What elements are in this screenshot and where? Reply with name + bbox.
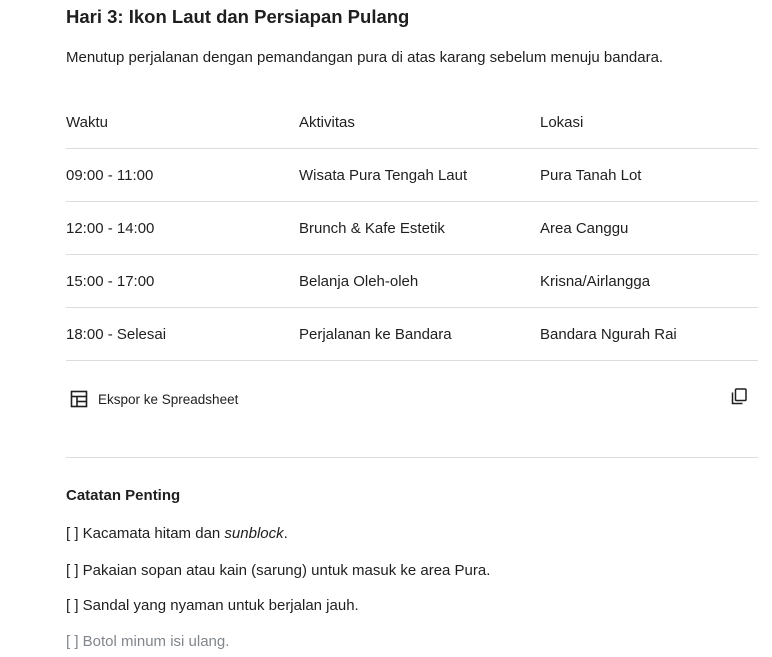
section-divider (66, 457, 758, 458)
note-emphasis: sunblock (224, 525, 284, 542)
table-icon (70, 390, 88, 408)
note-item (66, 633, 229, 650)
table-row (66, 202, 758, 255)
cell-time: 09:00 - 11:00 (66, 149, 299, 202)
note-item (66, 597, 359, 614)
cell-time: 15:00 - 17:00 (66, 255, 299, 308)
note-text: [ ] Pakaian sopan atau kain (sarung) untuk masuk ke area Pura. (66, 562, 491, 579)
cell-location: Krisna/Airlangga (540, 255, 758, 308)
column-header-lokasi: Lokasi (540, 96, 758, 149)
export-label: Ekspor ke Spreadsheet (98, 391, 239, 407)
note-item (66, 525, 288, 542)
note-text: [ ] Botol minum isi ulang. (66, 633, 230, 650)
cell-time: 18:00 - Selesai (66, 308, 299, 361)
cell-activity: Perjalanan ke Bandara (299, 308, 540, 361)
table-row (66, 149, 758, 202)
note-item (66, 562, 490, 579)
note-text: [ ] Sandal yang nyaman untuk berjalan jauh. (66, 597, 359, 614)
note-suffix: . (283, 525, 288, 542)
notes-title: Catatan Penting (66, 487, 181, 504)
cell-activity: Belanja Oleh-oleh (299, 255, 540, 308)
itinerary-table (66, 96, 758, 361)
column-header-waktu: Waktu (66, 96, 299, 149)
cell-activity: Wisata Pura Tengah Laut (299, 149, 540, 202)
table-toolbar (66, 380, 758, 418)
cell-time: 12:00 - 14:00 (66, 202, 299, 255)
note-text: [ ] Kacamata hitam dan (66, 525, 225, 542)
day-description: Menutup perjalanan dengan pemandangan pura di atas karang sebelum menuju bandara. (66, 49, 664, 66)
copy-button[interactable] (726, 386, 752, 412)
export-spreadsheet-button[interactable] (70, 386, 238, 412)
day-title: Hari 3: Ikon Laut dan Persiapan Pulang (66, 6, 410, 27)
column-header-aktivitas: Aktivitas (299, 96, 540, 149)
cell-location: Area Canggu (540, 202, 758, 255)
cell-location: Pura Tanah Lot (540, 149, 758, 202)
cell-location: Bandara Ngurah Rai (540, 308, 758, 361)
cell-activity: Brunch & Kafe Estetik (299, 202, 540, 255)
copy-icon (731, 388, 747, 410)
table-row (66, 255, 758, 308)
table-row (66, 308, 758, 361)
table-header-row (66, 96, 758, 149)
